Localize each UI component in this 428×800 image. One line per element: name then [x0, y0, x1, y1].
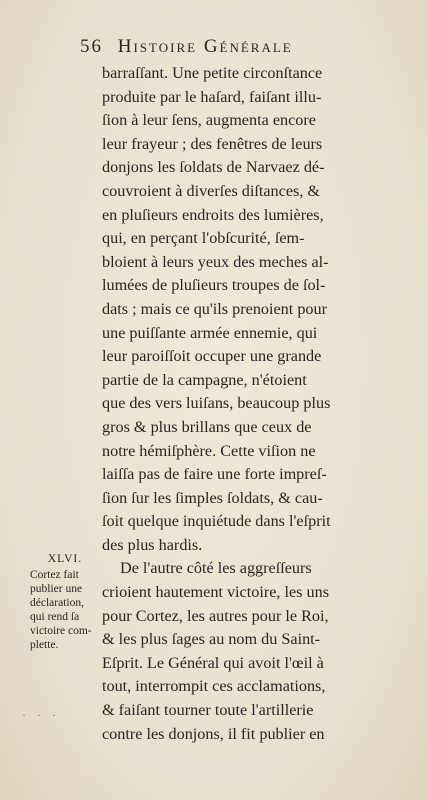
text-line: pour Cortez, les autres pour le Roi,	[102, 606, 329, 625]
text-line: & faiſant tourner toute l'artillerie	[102, 701, 314, 720]
text-line: qui, en perçant l'obſcurité, ſem-	[102, 229, 305, 248]
marginal-note-line: déclaration,	[30, 597, 84, 609]
body-text	[102, 62, 418, 746]
text-line: en pluſieurs endroits des lumières,	[102, 205, 324, 224]
text-line: ſion ſur les ſimples ſoldats, & cau-	[102, 488, 323, 507]
text-line: lumées de pluſieurs troupes de ſol-	[102, 276, 326, 295]
text-line: gros & plus brillans que ceux de	[102, 417, 312, 436]
text-line: crioient hautement victoire, les uns	[102, 583, 330, 602]
text-line: couvroient à diverſes diſtances, &	[102, 181, 321, 200]
marginal-note-line: publier une	[30, 583, 83, 595]
marginal-note-line: qui rend ſa	[30, 611, 80, 623]
text-line: notre hémiſphère. Cette viſion ne	[102, 441, 316, 460]
text-line: ſion à leur ſens, augmenta encore	[102, 111, 316, 130]
marginal-note-line: Cortez fait	[30, 569, 79, 581]
page-number: 56	[80, 36, 103, 57]
text-line: que des vers luiſans, beaucoup plus	[102, 394, 331, 413]
marginal-note-line: plette.	[30, 639, 59, 651]
running-header	[80, 36, 410, 58]
marginal-note-heading: XLVI.	[47, 553, 83, 565]
text-line: contre les donjons, il fit publier en	[102, 724, 325, 743]
text-line: & les plus ſages au nom du Saint-	[102, 630, 321, 649]
text-line: donjons les ſoldats de Narvaez dé-	[102, 158, 325, 177]
text-line: dats ; mais ce qu'ils prenoient pour	[102, 299, 327, 318]
text-line: bloient à leurs yeux des meches al-	[102, 252, 329, 271]
running-title: Histoire Générale	[117, 36, 293, 57]
text-line: leur frayeur ; des fenêtres de leurs	[102, 134, 323, 153]
text-line: partie de la campagne, n'étoient	[102, 370, 307, 389]
marginal-note	[30, 552, 100, 652]
text-line: laiſſa pas de faire une forte impreſ-	[102, 465, 327, 484]
text-line: une puiſſante armée ennemie, qui	[102, 323, 318, 342]
paper-specks: · · ·	[22, 708, 60, 722]
text-line: ſoit quelque inquiétude dans l'eſprit	[102, 512, 331, 531]
text-line: tout, interrompit ces acclamations,	[102, 677, 326, 696]
text-line: barraſſant. Une petite circonſtance	[102, 64, 323, 82]
text-line: leur paroiſſoit occuper une grande	[102, 347, 322, 366]
marginal-note-line: victoire com-	[30, 625, 92, 637]
text-line: des plus hardis.	[102, 535, 203, 554]
text-line: Eſprit. Le Général qui avoit l'œil à	[102, 653, 324, 672]
paragraph-start-line: De l'autre côté les aggreſſeurs	[120, 559, 312, 578]
text-line: produite par le haſard, faiſant illu-	[102, 87, 322, 106]
